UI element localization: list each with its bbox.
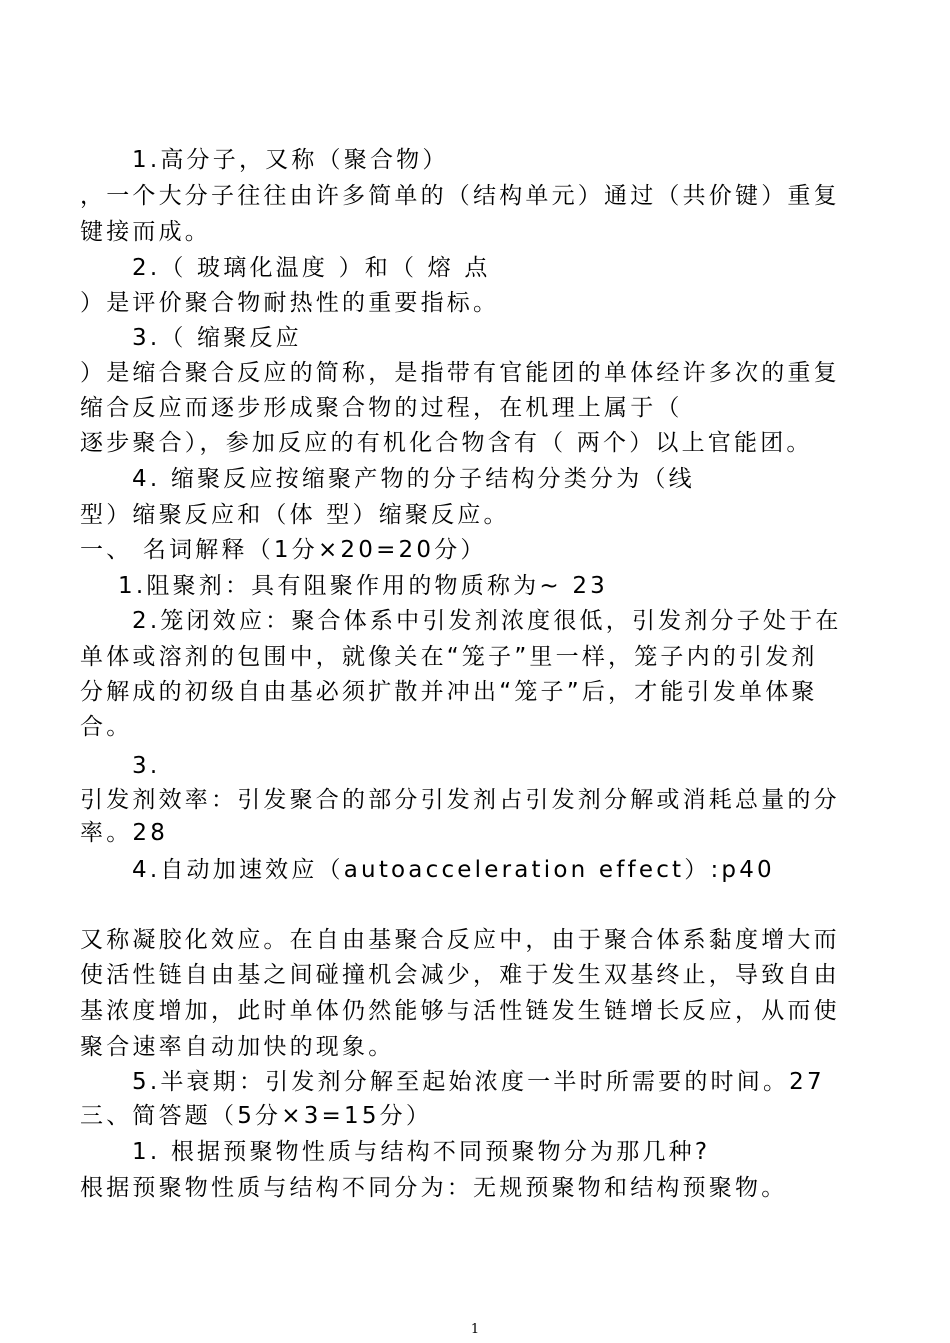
definition-line: 3. <box>132 753 161 779</box>
definition-line: 单体或溶剂的包围中，就像关在“笼子”里一样，笼子内的引发剂 <box>80 644 818 670</box>
definition-line: 引发剂效率：引发聚合的部分引发剂占引发剂分解或消耗总量的分 <box>80 787 840 813</box>
definition-line: 分解成的初级自由基必须扩散并冲出“笼子”后，才能引发单体聚 <box>80 679 818 705</box>
section-heading: 一、 名词解释（1分×20=20分） <box>80 537 487 563</box>
q1-line: ，一个大分子往往由许多简单的（结构单元）通过（共价键）重复 <box>80 183 840 209</box>
q2-line: ）是评价聚合物耐热性的重要指标。 <box>80 290 500 316</box>
q1-line: 键接而成。 <box>80 219 211 245</box>
q3-line: 3.（ 缩聚反应 <box>132 325 302 351</box>
q2-line: 2.（ 玻璃化温度 ）和（ 熔 点 <box>132 255 491 281</box>
definition-line: 使活性链自由基之间碰撞机会减少，难于发生双基终止，导致自由 <box>80 962 840 988</box>
section-heading: 三、简答题（5分×3=15分） <box>80 1103 433 1129</box>
definition-line: 4.自动加速效应（autoacceleration effect）:p40 <box>132 857 775 883</box>
q4-line: 4. 缩聚反应按缩聚产物的分子结构分类分为（线 <box>132 466 695 492</box>
definition-line: 聚合速率自动加快的现象。 <box>80 1034 395 1060</box>
definition-line: 率。28 <box>80 820 169 846</box>
definition-line: 基浓度增加，此时单体仍然能够与活性链发生链增长反应，从而使 <box>80 998 840 1024</box>
question-line: 1. 根据预聚物性质与结构不同预聚物分为那几种? <box>132 1139 711 1165</box>
definition-line: 又称凝胶化效应。在自由基聚合反应中，由于聚合体系黏度增大而 <box>80 927 840 953</box>
q4-line: 型）缩聚反应和（体 型）缩聚反应。 <box>80 502 510 528</box>
definition-line: 合。 <box>80 714 133 740</box>
definition-line: 1.阻聚剂：具有阻聚作用的物质称为~ 23 <box>118 573 608 599</box>
q1-line: 1.高分子，又称（聚合物） <box>132 147 449 173</box>
q3-line: ）是缩合聚合反应的简称，是指带有官能团的单体经许多次的重复 <box>80 360 840 386</box>
definition-line: 5.半衰期：引发剂分解至起始浓度一半时所需要的时间。27 <box>132 1069 825 1095</box>
definition-line: 2.笼闭效应：聚合体系中引发剂浓度很低，引发剂分子处于在 <box>132 608 842 634</box>
q3-line: 缩合反应而逐步形成聚合物的过程，在机理上属于（ <box>80 395 683 421</box>
answer-line: 根据预聚物性质与结构不同分为：无规预聚物和结构预聚物。 <box>80 1175 788 1201</box>
q3-line: 逐步聚合），参加反应的有机化合物含有（ 两个）以上官能团。 <box>80 430 813 456</box>
page-number: 1 <box>470 1322 480 1337</box>
